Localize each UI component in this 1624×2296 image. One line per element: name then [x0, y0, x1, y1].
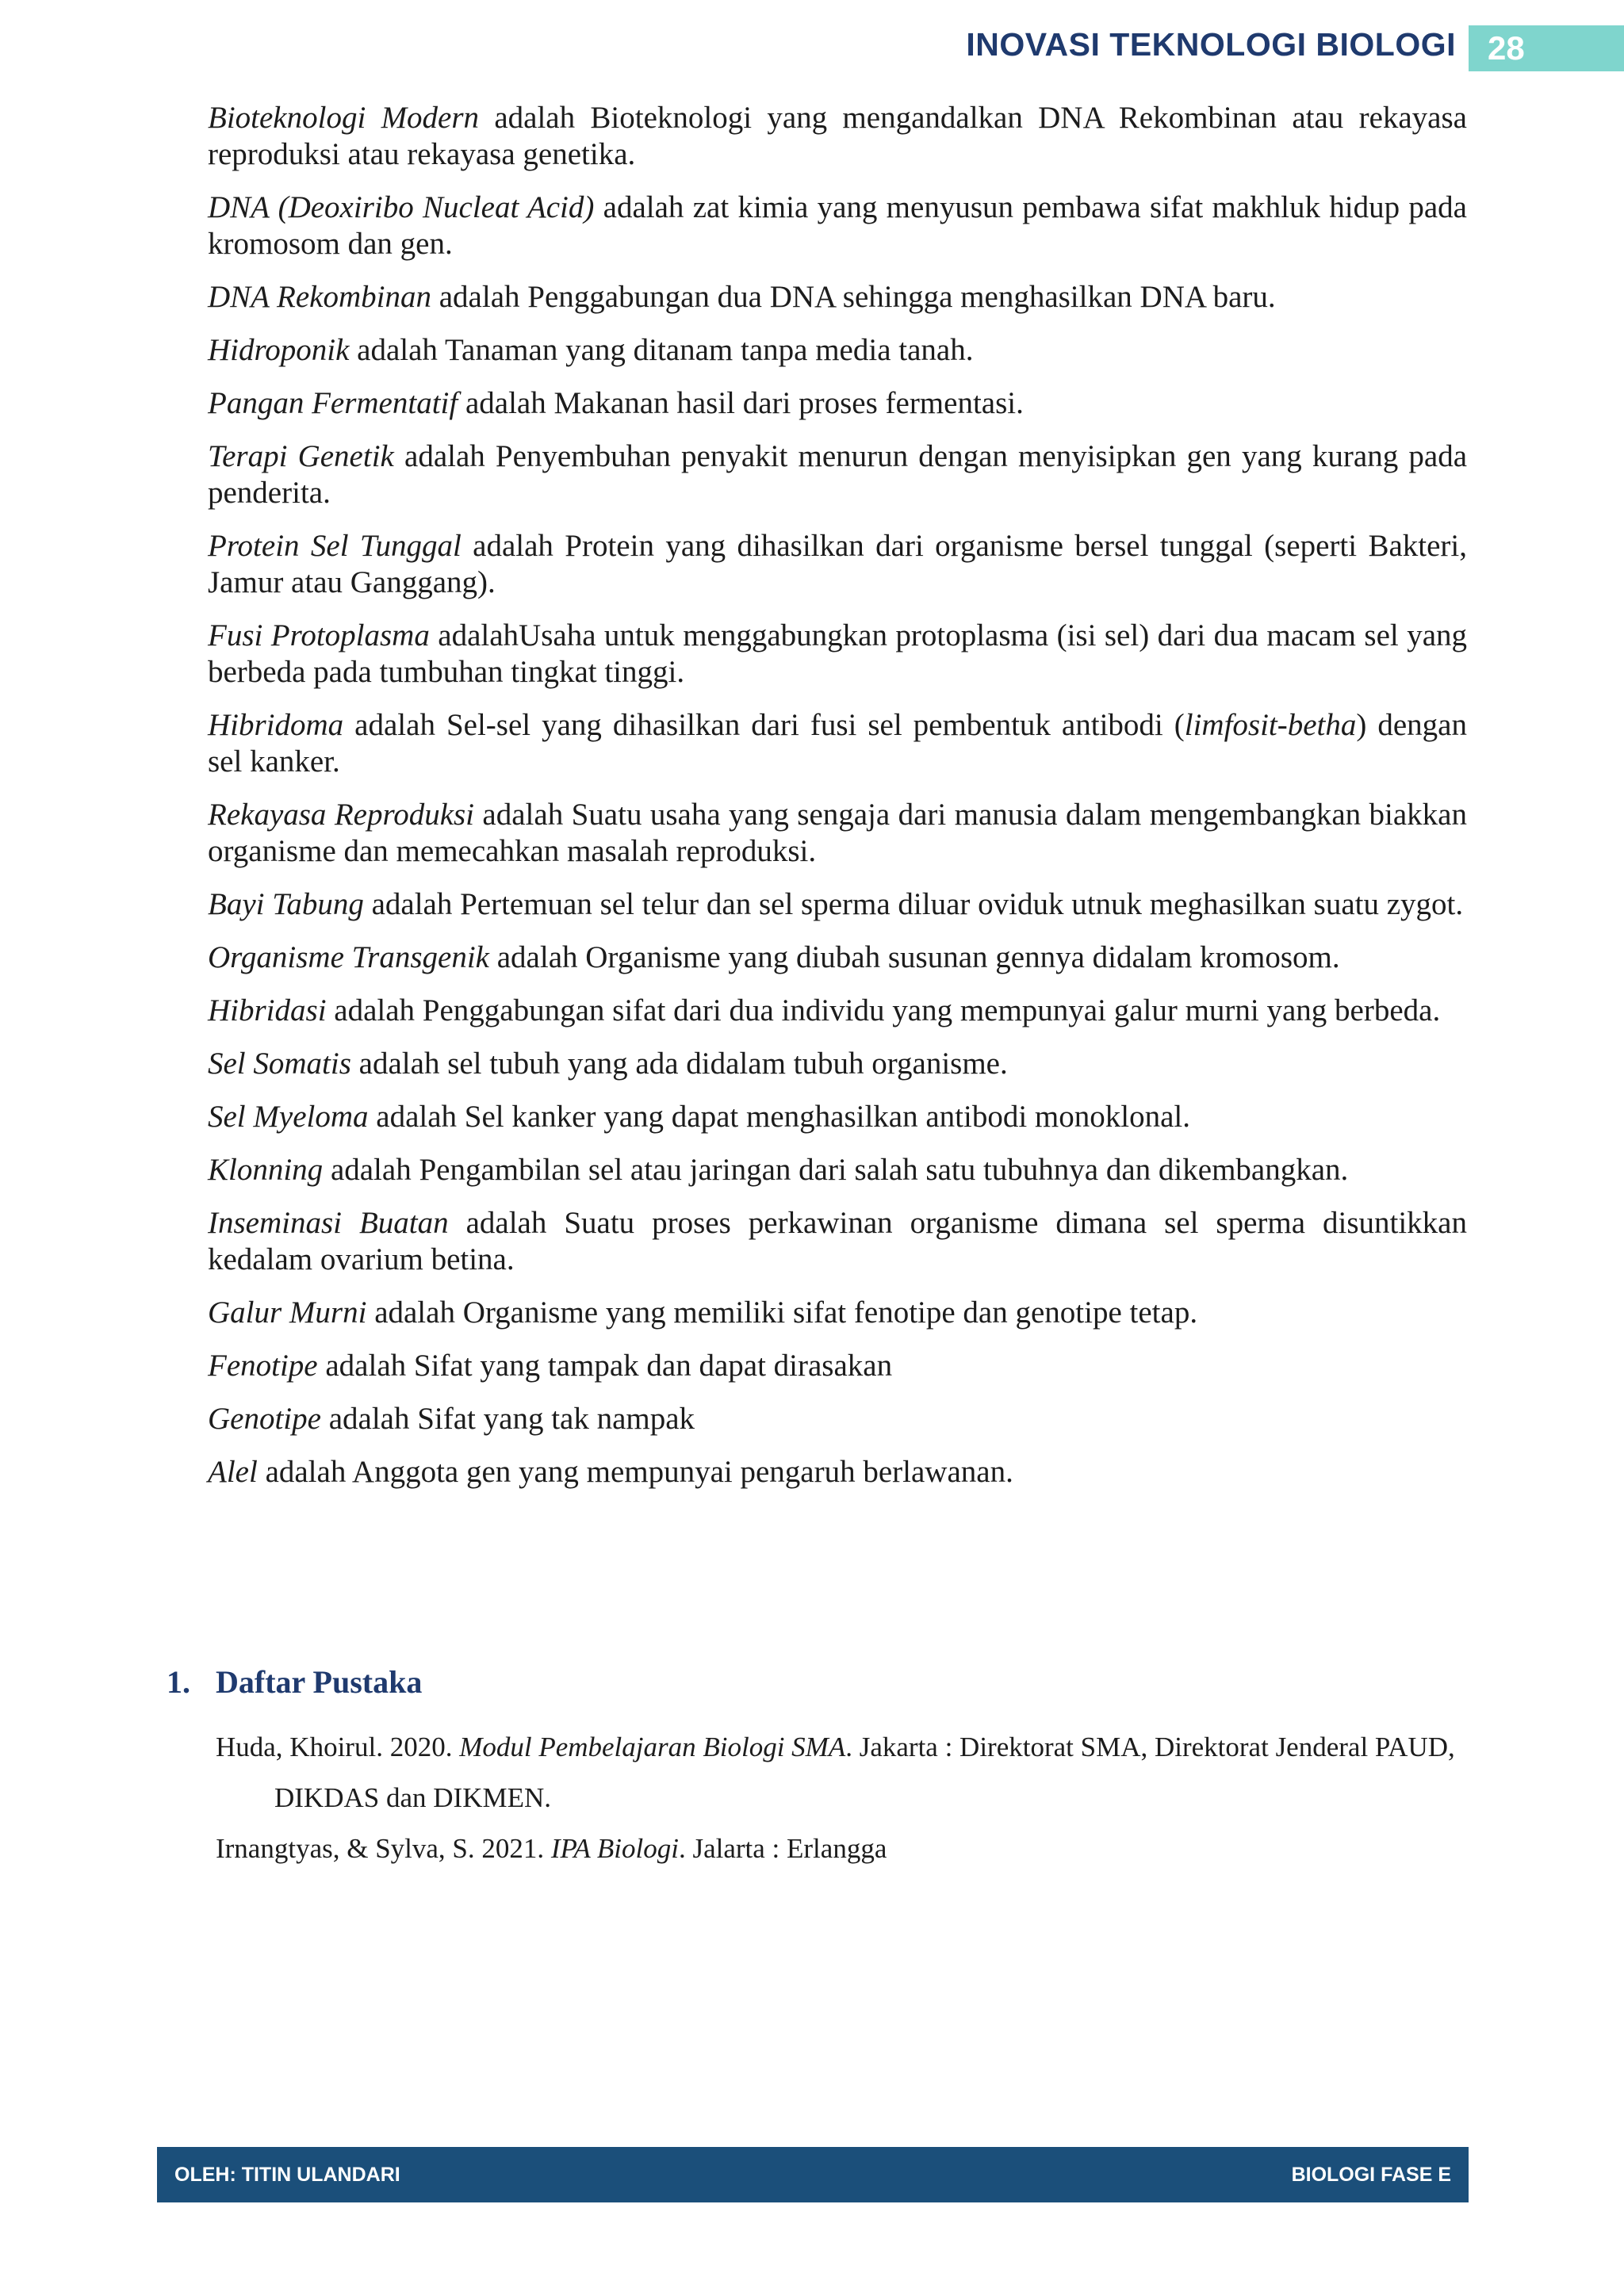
- reference-list: [216, 1722, 1469, 1874]
- glossary-definition: adalah Sifat yang tampak dan dapat dirasakan: [317, 1349, 893, 1383]
- glossary-term: DNA (Deoxiribo Nucleat Acid): [208, 190, 595, 224]
- reference-before: Huda, Khoirul. 2020.: [216, 1732, 460, 1762]
- footer-subject: BIOLOGI FASE E: [1291, 2163, 1451, 2186]
- reference-italic: Modul Pembelajaran Biologi SMA: [459, 1732, 846, 1762]
- glossary-entry: [208, 1205, 1467, 1278]
- glossary-definition: adalah Suatu proses perkawinan organisme dimana sel sperma disuntikkan kedalam ovarium betina.: [208, 1206, 1467, 1276]
- glossary-term: Hidroponik: [208, 333, 350, 367]
- glossary-term: Galur Murni: [208, 1295, 367, 1330]
- glossary-definition: adalah Tanaman yang ditanam tanpa media tanah.: [349, 333, 974, 367]
- glossary-term: Sel Myeloma: [208, 1100, 369, 1134]
- glossary-definition: adalah Sel-sel yang dihasilkan dari fusi sel pembentuk antibodi (: [343, 708, 1185, 742]
- reference-before: Irnangtyas, & Sylva, S. 2021.: [216, 1833, 551, 1864]
- glossary-definition: adalah zat kimia yang menyusun pembawa sifat makhluk hidup pada kromosom dan gen.: [208, 190, 1467, 261]
- glossary-entry: [208, 939, 1467, 976]
- glossary-entry: [208, 618, 1467, 691]
- page-number: 28: [1488, 29, 1525, 67]
- glossary-entry: [208, 1099, 1467, 1135]
- glossary-entry: [208, 438, 1467, 511]
- glossary-entry: [208, 1348, 1467, 1384]
- glossary-definition: adalah Bioteknologi yang mengandalkan DNA Rekombinan atau rekayasa reproduksi atau rekayasa genetika.: [208, 101, 1467, 171]
- glossary-term: Sel Somatis: [208, 1047, 351, 1081]
- glossary-definition: adalah Pertemuan sel telur dan sel sperma diluar oviduk utnuk meghasilkan suatu zygot.: [363, 887, 1464, 921]
- glossary-term: Protein Sel Tunggal: [208, 529, 462, 563]
- glossary-term: DNA Rekombinan: [208, 280, 431, 314]
- glossary-term: Genotipe: [208, 1402, 321, 1436]
- glossary-term: Klonning: [208, 1153, 324, 1187]
- glossary-entry: [208, 993, 1467, 1029]
- header-title: INOVASI TEKNOLOGI BIOLOGI: [966, 26, 1456, 63]
- glossary-definition: adalah Sifat yang tak nampak: [320, 1402, 695, 1436]
- glossary-term: Fenotipe: [208, 1349, 318, 1383]
- glossary-term: Hibridoma: [208, 708, 344, 742]
- glossary-entry: [208, 707, 1467, 780]
- glossary-entry: [208, 528, 1467, 601]
- glossary-term: Organisme Transgenik: [208, 940, 489, 974]
- glossary-definition: adalah Anggota gen yang mempunyai pengaruh berlawanan.: [257, 1455, 1013, 1489]
- glossary-definition: adalah Penyembuhan penyakit menurun dengan menyisipkan gen yang kurang pada penderita.: [208, 439, 1467, 510]
- glossary-entry: [208, 886, 1467, 923]
- reference-after: . Jakarta : Direktorat SMA, Direktorat Jenderal PAUD, DIKDAS dan DIKMEN.: [274, 1732, 1455, 1813]
- references-heading-number: 1.: [167, 1664, 190, 1700]
- glossary-definition: adalahUsaha untuk menggabungkan protoplasma (isi sel) dari dua macam sel yang berbeda pada tumbuhan tingkat tinggi.: [208, 618, 1467, 689]
- glossary-term: Rekayasa Reproduksi: [208, 798, 475, 832]
- reference-italic: IPA Biologi: [550, 1833, 679, 1864]
- references-heading: [167, 1663, 422, 1701]
- glossary-term: Bayi Tabung: [208, 887, 364, 921]
- glossary-term: Inseminasi Buatan: [208, 1206, 449, 1240]
- glossary-entry: [208, 189, 1467, 262]
- reference-after: . Jalarta : Erlangga: [678, 1833, 887, 1864]
- glossary-term: Terapi Genetik: [208, 439, 394, 473]
- glossary-entry: [208, 1046, 1467, 1082]
- glossary-definition: adalah Makanan hasil dari proses fermentasi.: [458, 386, 1024, 420]
- glossary-entry: [208, 1454, 1467, 1490]
- footer-author: OLEH: TITIN ULANDARI: [174, 2163, 400, 2186]
- glossary-term: Pangan Fermentatif: [208, 386, 458, 420]
- glossary-entry: [208, 1401, 1467, 1437]
- reference-item: [216, 1722, 1469, 1823]
- glossary-definition: adalah Suatu usaha yang sengaja dari manusia dalam mengembangkan biakkan organisme dan memecahkan masalah reproduksi.: [208, 798, 1467, 868]
- glossary-definition-italic: limfosit-betha: [1184, 708, 1357, 742]
- glossary-term: Fusi Protoplasma: [208, 618, 430, 652]
- glossary-definition: adalah Pengambilan sel atau jaringan dari salah satu tubuhnya dan dikembangkan.: [323, 1153, 1349, 1187]
- glossary-term: Hibridasi: [208, 993, 327, 1027]
- references-heading-title: Daftar Pustaka: [216, 1664, 423, 1700]
- glossary-entry: [208, 1295, 1467, 1331]
- glossary-entry: [208, 332, 1467, 369]
- glossary-definition: adalah Organisme yang diubah susunan gennya didalam kromosom.: [488, 940, 1340, 974]
- glossary-term: Bioteknologi Modern: [208, 101, 480, 135]
- glossary-entry: [208, 1152, 1467, 1188]
- glossary-definition: adalah sel tubuh yang ada didalam tubuh organisme.: [350, 1047, 1008, 1081]
- glossary-definition: adalah Sel kanker yang dapat menghasilkan antibodi monoklonal.: [368, 1100, 1190, 1134]
- glossary-term: Alel: [208, 1455, 258, 1489]
- glossary-definition: adalah Penggabungan dua DNA sehingga menghasilkan DNA baru.: [431, 280, 1276, 314]
- glossary-entry: [208, 385, 1467, 422]
- page-number-badge: [1469, 25, 1624, 71]
- glossary-list: [208, 100, 1467, 1507]
- glossary-entry: [208, 279, 1467, 316]
- glossary-definition-tail: ) dengan sel kanker.: [208, 708, 1467, 779]
- glossary-entry: [208, 797, 1467, 870]
- glossary-entry: [208, 100, 1467, 173]
- glossary-definition: adalah Organisme yang memiliki sifat fenotipe dan genotipe tetap.: [366, 1295, 1198, 1330]
- reference-item: [216, 1823, 1469, 1874]
- footer-bar: [157, 2147, 1469, 2202]
- glossary-definition: adalah Protein yang dihasilkan dari organisme bersel tunggal (seperti Bakteri, Jamur atau Ganggang).: [208, 529, 1467, 599]
- glossary-definition: adalah Penggabungan sifat dari dua individu yang mempunyai galur murni yang berbeda.: [326, 993, 1441, 1027]
